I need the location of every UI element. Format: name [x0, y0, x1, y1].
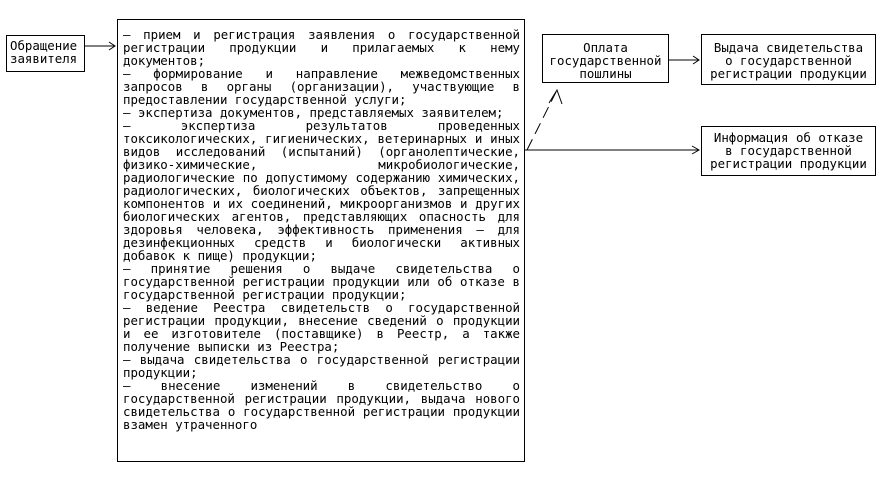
- applicant-line-2: заявителя: [10, 51, 78, 66]
- certificate-line-2: о государственной: [725, 53, 852, 68]
- payment-line-3: пошлины: [579, 66, 632, 81]
- certificate-line-3: регистрации продукции: [710, 66, 867, 81]
- arrow-process-to-payment-dashed: [527, 92, 556, 150]
- process-step-amendment: – внесение изменений в свидетельство о государственной регистрации продукции, выдача нового свидетельства о государственной регистрации продукции взамен утраченного: [123, 378, 520, 432]
- refusal-line-1: Информация об отказе: [713, 130, 864, 145]
- process-step-registry: – ведение Реестра свидетельств о государственной регистрации продукции, внесение сведений о продукции и ее изготовителе (поставщике) в Реестр, а также получение выписки из Реестра;: [123, 300, 520, 354]
- process-step-decision: – принятие решения о выдаче свидетельства о государственной регистрации продукции или об отказе в государственной регистрации продукции;: [123, 261, 520, 302]
- payment-line-2: государственной: [549, 53, 662, 68]
- process-step-interagency-requests: – формирование и направление межведомственных запросов в органы (организации), участвующие в предоставлении государственной услуги;: [123, 66, 520, 107]
- process-step-document-review: – экспертиза документов, представляемых заявителем;: [123, 105, 504, 120]
- refusal-line-2: в государственной: [725, 143, 852, 158]
- process-step-reception: – прием и регистрация заявления о государственной регистрации продукции и прилагаемых к нему документов;: [123, 27, 520, 68]
- process-step-research-review: – экспертиза результатов проведенных токсикологических, гигиенических, ветеринарных и иных видов исследований (испытаний) (органолептические, физико-химические, микробиологические, радиологические по допустимому содержанию химических, радиологических, биологических объектов, запрещенных компонентов и их соединений, микроорганизмов и других биологических агентов, представляющих опасность для здоровья человека, эффективность применения – для дезинфекционных средств и биологически активных добавок к пище) продукции;: [123, 118, 520, 263]
- arrowhead-payment: [549, 90, 562, 104]
- process-step-issuance: – выдача свидетельства о государственной регистрации продукции;: [123, 352, 520, 380]
- applicant-line-1: Обращение: [10, 38, 78, 53]
- refusal-line-3: регистрации продукции: [710, 156, 867, 171]
- payment-line-1: Оплата: [583, 40, 628, 55]
- certificate-line-1: Выдача свидетельства: [713, 40, 864, 55]
